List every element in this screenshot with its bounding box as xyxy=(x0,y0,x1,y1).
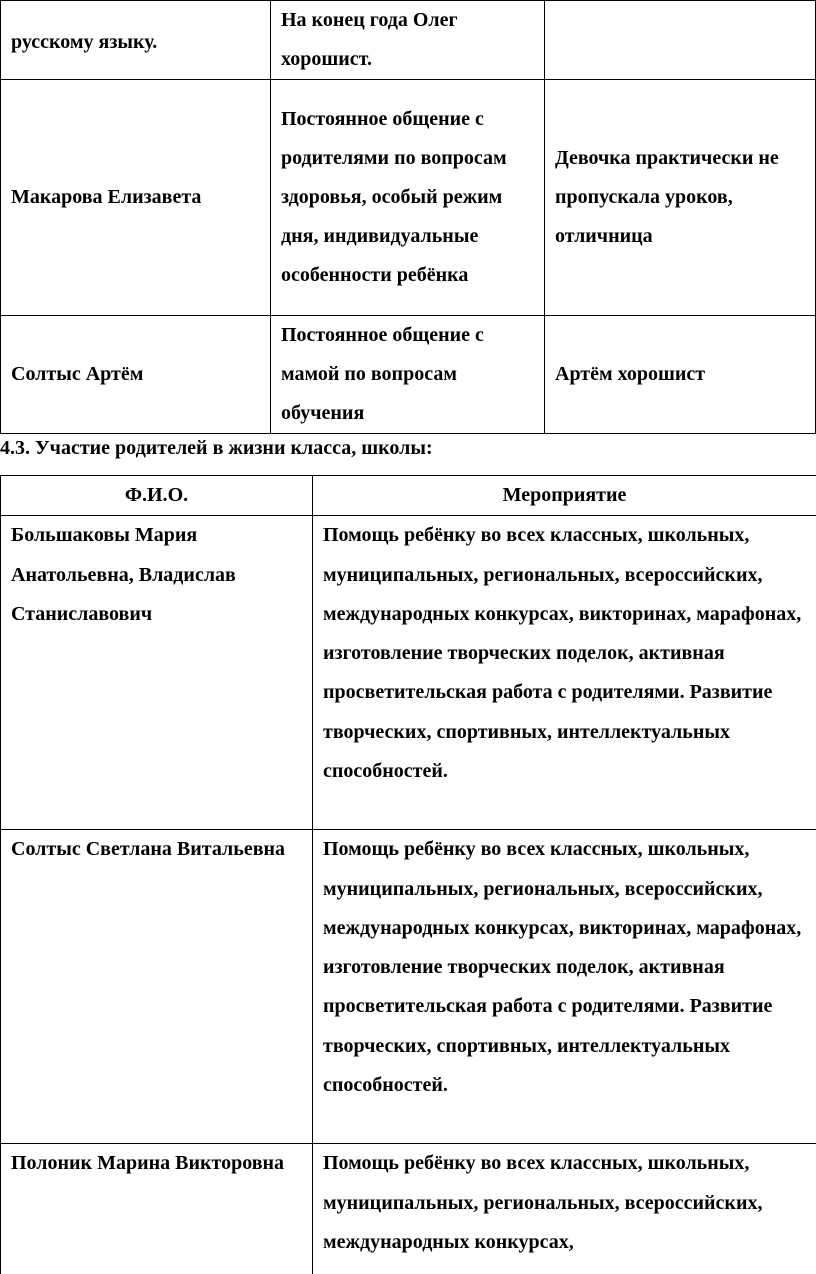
table-cell-result: Девочка практически не пропускала уроков, отличница xyxy=(545,80,816,316)
table-row xyxy=(1,516,816,830)
table-cell-name: Большаковы Мария Анатольевна, Владислав Станиславович xyxy=(1,516,313,830)
table-cell-communication: Постоянное общение с родителями по вопросам здоровья, особый режим дня, индивидуальные особенности ребёнка xyxy=(271,80,545,316)
table-row xyxy=(1,830,816,1144)
column-header-event: Мероприятие xyxy=(313,476,816,516)
table-cell-subject: русскому языку. xyxy=(1,1,271,80)
table-cell-event: Помощь ребёнку во всех классных, школьных, муниципальных, региональных, всероссийских, международных конкурсах, викторинах, марафонах, изготовление творческих поделок, активная просветительская работа с родителями. Развитие творческих, спортивных, интеллектуальных способностей. xyxy=(313,830,816,1144)
table-row xyxy=(1,316,816,434)
table-cell-name: Полоник Марина Викторовна xyxy=(1,1144,313,1274)
table-header-row xyxy=(1,476,816,516)
table-cell-name: Солтыс Светлана Витальевна xyxy=(1,830,313,1144)
table-cell-event: Помощь ребёнку во всех классных, школьных, муниципальных, региональных, всероссийских, международных конкурсах, викторинах, марафонах, изготовление творческих поделок, активная просветительская работа с родителями. Развитие творческих, спортивных, интеллектуальных способностей. xyxy=(313,516,816,830)
column-header-name: Ф.И.О. xyxy=(1,476,313,516)
table-row xyxy=(1,1,816,80)
table-cell-name: Солтыс Артём xyxy=(1,316,271,434)
table-cell-communication: Постоянное общение с мамой по вопросам обучения xyxy=(271,316,545,434)
table-cell-event: Помощь ребёнку во всех классных, школьных, муниципальных, региональных, всероссийских, международных конкурсах, xyxy=(313,1144,816,1274)
table-cell-result: Артём хорошист xyxy=(545,316,816,434)
parents-participation-table xyxy=(0,475,816,1274)
table-cell-communication: На конец года Олег хорошист. xyxy=(271,1,545,80)
table-row xyxy=(1,80,816,316)
pupils-results-table xyxy=(0,0,816,434)
table-cell-result xyxy=(545,1,816,80)
section-heading: 4.3. Участие родителей в жизни класса, школы: xyxy=(0,433,433,463)
table-cell-name: Макарова Елизавета xyxy=(1,80,271,316)
table-row xyxy=(1,1144,816,1274)
